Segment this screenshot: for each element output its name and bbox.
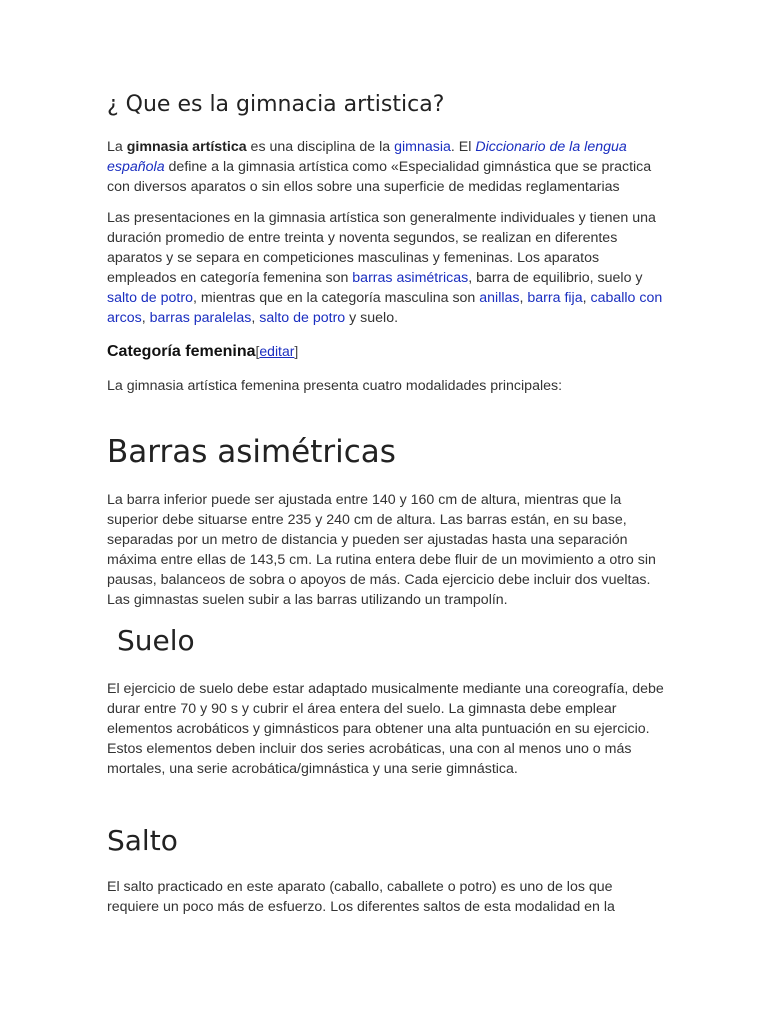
pres-text-4: y suelo. [345,310,399,326]
pres-sep-1: , [519,290,528,306]
suelo-heading: Suelo [117,624,195,657]
edit-link[interactable]: editar [259,343,295,359]
intro-paragraph [107,137,667,197]
barras-paragraph: La barra inferior puede ser ajustada entre 140 y 160 cm de altura, mientras que la superior debe situarse entre 235 y 240 cm de altura. Las barras están, en su base, separadas por un metro de distancia y pueden ser ajustadas hasta una separación máxima entre ellas de 143,5 cm. La rutina entera debe fluir de un movimiento a otro sin pausas, balanceos de sobra o apoyos de más. Cada ejercicio debe incluir dos vueltas. Las gimnastas suelen subir a las barras utilizando un trampolín. [107,492,656,608]
intro-text-3: . El [450,139,476,155]
link-barras-paralelas[interactable]: barras paralelas [149,310,252,326]
suelo-paragraph: El ejercicio de suelo debe estar adaptado musicalmente mediante una coreografía, debe durar entre 70 y 90 s y cubrir el área entera del suelo. La gimnasta debe emplear elementos acrobáticos y gimnásticos para obtener una alta puntuación en su ejercicio. Estos elementos deben incluir dos series acrobáticas, una con al menos uno o más mortales, una serie acrobática/gimnástica y una serie gimnástica. [107,681,664,777]
presentaciones-paragraph [107,208,667,328]
pres-sep-4: , [251,310,260,326]
link-gimnasia[interactable]: gimnasia [394,139,451,155]
categoria-femenina-heading [107,343,667,361]
pres-sep-3: , [141,310,150,326]
link-barra-fija[interactable]: barra fija [527,290,583,306]
link-salto-de-potro[interactable]: salto de potro [107,290,193,306]
categoria-paragraph: La gimnasia artística femenina presenta cuatro modalidades principales: [107,378,563,394]
link-barras-asimetricas[interactable]: barras asimétricas [352,270,469,286]
salto-paragraph: El salto practicado en este aparato (caballo, caballete o potro) es uno de los que requiere un poco más de esfuerzo. Los diferentes saltos de esta modalidad en la [107,879,615,915]
edit-bracket-open: [ [255,343,260,359]
link-caballo-con-arcos[interactable]: caballo con arcos [107,290,663,326]
intro-text-1: La [107,139,127,155]
barras-asimetricas-heading: Barras asimétricas [107,434,396,470]
pres-text-3: , mientras que en la categoría masculina son [192,290,480,306]
edit-section [255,343,298,359]
pres-text-1: Las presentaciones en la gimnasia artística son generalmente individuales y tienen una duración promedio de entre treinta y noventa segundos, se realizan en diferentes aparatos y se separa en competiciones masculinas y femeninas. Los aparatos empleados en categoría femenina son [107,210,656,286]
pres-text-2: , barra de equilibrio, suelo y [468,270,643,286]
edit-bracket-close: ] [294,343,299,359]
intro-text-4: define a la gimnasia artística como «Especialidad gimnástica que se practica con diversos aparatos o sin ellos sobre una superficie de medidas reglamentarias [107,159,652,195]
salto-heading: Salto [107,824,178,857]
pres-sep-2: , [582,290,591,306]
link-salto-de-potro-2[interactable]: salto de potro [259,310,346,326]
intro-text-2: es una disciplina de la [246,139,395,155]
categoria-heading-text: Categoría femenina [107,343,256,360]
page-title: ¿ Que es la gimnacia artistica? [107,92,445,117]
intro-bold-term: gimnasia artística [126,139,247,155]
link-anillas[interactable]: anillas [479,290,520,306]
link-diccionario[interactable]: Diccionario de la lengua española [107,139,627,175]
